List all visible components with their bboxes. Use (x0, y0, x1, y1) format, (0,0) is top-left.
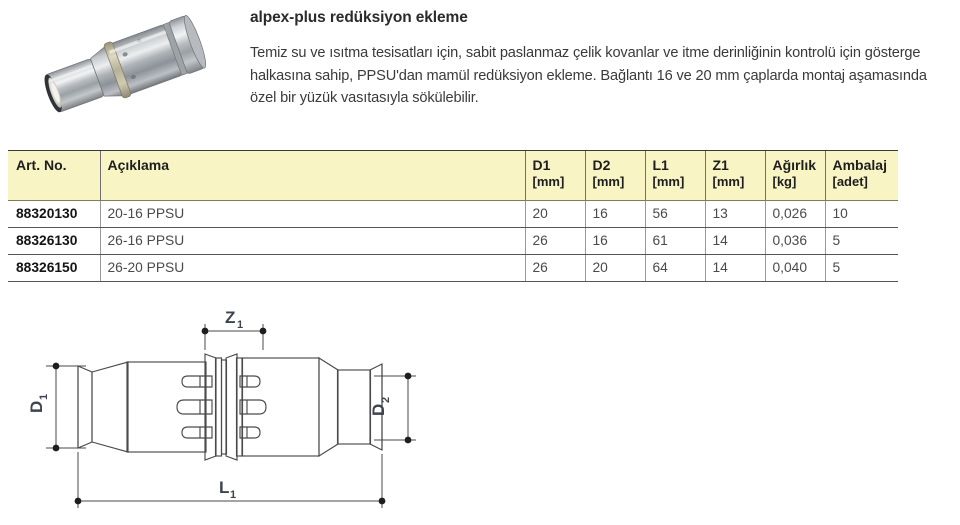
d1-label-sub: 1 (38, 393, 50, 400)
right-body (242, 358, 319, 456)
cell-ambalaj: 10 (825, 201, 898, 228)
table-row (8, 228, 898, 255)
cell-art-no: 88320130 (8, 201, 100, 228)
z1-label-sub: 1 (237, 319, 244, 331)
tab-right-mid (240, 400, 266, 414)
technical-drawing (16, 288, 506, 523)
column-header-unit: [mm] (652, 173, 685, 189)
cell-z1: 14 (705, 228, 765, 255)
cell-agirlik: 0,026 (765, 201, 825, 228)
product-description: Temiz su ve ısıtma tesisatları için, sabit paslanmaz çelik kovanlar ve itme derinliğinin kontrolü için gösterge halkasına sahip, PPSU'dan mamül redüksiyon ekleme. Bağlantı 16 ve 20 mm çaplarda montaj aşamasında özel bir yüzük vasıtasıyla sökülebilir. (250, 45, 927, 106)
cell-aciklama: 26-20 PPSU (100, 255, 525, 282)
l1-arrow-right (379, 498, 386, 505)
column-header-agirlik (765, 151, 825, 201)
d2-arrow-top (405, 373, 412, 380)
l1-label-sub: 1 (230, 489, 237, 501)
cell-ambalaj: 5 (825, 255, 898, 282)
cell-art-no: 88326130 (8, 228, 100, 255)
left-sleeve-outline (78, 366, 92, 448)
table-row (8, 255, 898, 282)
cell-z1: 13 (705, 201, 765, 228)
cell-ambalaj: 5 (825, 228, 898, 255)
d2-label-sub: 2 (380, 396, 392, 403)
cell-d1: 26 (525, 255, 585, 282)
cell-d1: 20 (525, 201, 585, 228)
column-header-art-no (8, 151, 100, 201)
column-header-unit: [mm] (592, 173, 625, 189)
column-header-label: Ambalaj (832, 157, 887, 173)
cell-d2: 16 (585, 201, 645, 228)
d2-arrow-bottom (405, 437, 412, 444)
column-header-unit: [mm] (712, 173, 745, 189)
column-header-unit: [adet] (832, 173, 868, 189)
column-header-unit: [kg] (772, 173, 797, 189)
column-header-label: Ağırlık (772, 157, 817, 173)
cell-l1: 64 (645, 255, 705, 282)
column-header-ambalaj (825, 151, 898, 201)
tab-left-bottom (182, 427, 212, 438)
cell-agirlik: 0,036 (765, 228, 825, 255)
d2-label-main: D (369, 403, 388, 416)
z1-arrow-right (260, 328, 267, 335)
column-header-label: D1 (532, 157, 551, 173)
cell-aciklama: 26-16 PPSU (100, 228, 525, 255)
column-header-aciklama (100, 151, 525, 201)
column-header-z1 (705, 151, 765, 201)
table-row (8, 201, 898, 228)
d1-arrow-top (53, 363, 60, 370)
cell-l1: 56 (645, 201, 705, 228)
l1-arrow-left (75, 498, 82, 505)
tab-left-mid (177, 400, 212, 414)
cell-d2: 16 (585, 228, 645, 255)
flange-left-outer (205, 354, 216, 460)
tab-left-top (182, 376, 212, 387)
column-header-label: D2 (592, 157, 611, 173)
cell-l1: 61 (645, 228, 705, 255)
right-sleeve (338, 370, 371, 444)
d2-label (369, 397, 392, 416)
column-header-unit: [mm] (532, 173, 565, 189)
left-taper (92, 362, 128, 452)
cell-d1: 26 (525, 228, 585, 255)
column-header-label: L1 (652, 157, 669, 173)
column-header-label: Art. No. (16, 157, 67, 173)
d1-arrow-bottom (53, 445, 60, 452)
column-header-label: Z1 (712, 157, 729, 173)
right-taper (319, 358, 338, 456)
product-photo (18, 10, 228, 128)
l1-label (219, 478, 236, 501)
d1-label-main: D (27, 400, 46, 413)
page-title: alpex-plus redüksiyon ekleme (250, 9, 468, 26)
cell-d2: 20 (585, 255, 645, 282)
cell-z1: 14 (705, 255, 765, 282)
l1-label-main: L (219, 478, 230, 497)
flange-right-outer (226, 354, 237, 460)
column-header-d2 (585, 151, 645, 201)
z1-label-main: Z (225, 308, 236, 327)
d1-label (27, 394, 50, 413)
cell-art-no: 88326150 (8, 255, 100, 282)
column-header-d1 (525, 151, 585, 201)
specification-table (8, 150, 898, 282)
column-header-l1 (645, 151, 705, 201)
cell-aciklama: 20-16 PPSU (100, 201, 525, 228)
column-header-label: Açıklama (107, 157, 169, 173)
z1-arrow-left (202, 328, 209, 335)
table-header-row (8, 151, 898, 201)
z1-label (225, 308, 243, 331)
cell-agirlik: 0,040 (765, 255, 825, 282)
